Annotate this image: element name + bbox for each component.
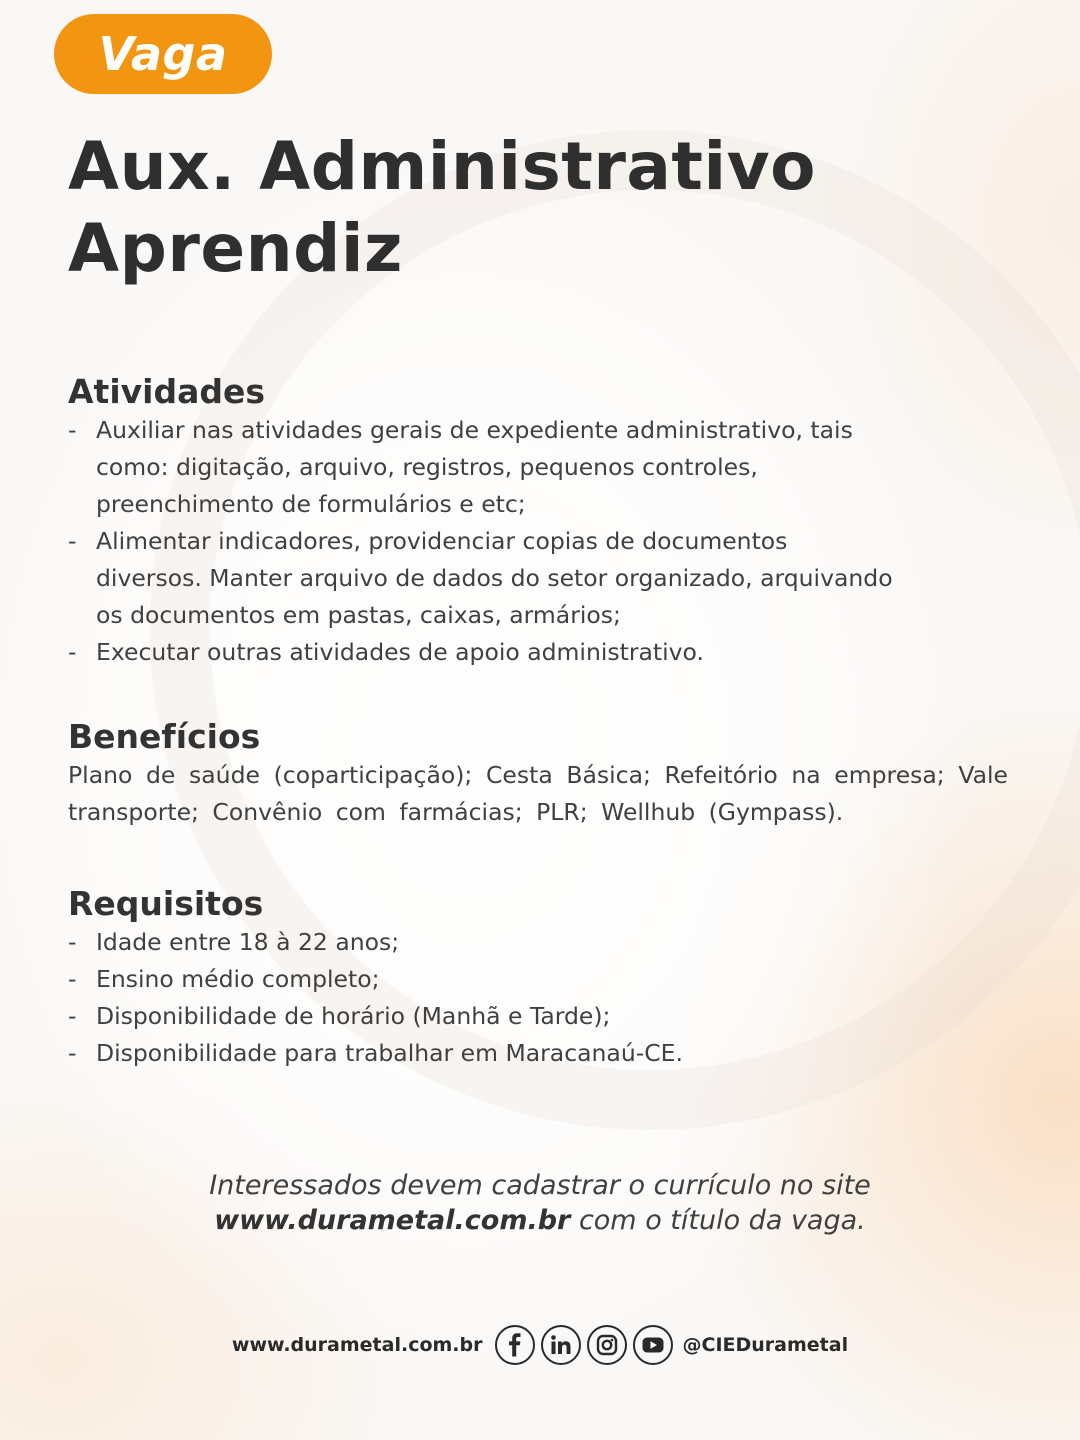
footer — [0, 1322, 1080, 1368]
beneficios-section — [68, 717, 1028, 831]
call-to-action — [90, 1168, 990, 1238]
job-title-line-1: Aux. Administrativo — [68, 128, 816, 205]
atividades-item: - Auxiliar nas atividades gerais de expediente administrativo, tais como: digitação, arquivo, registros, pequenos controles, preenchimento de formulários e etc; — [68, 416, 853, 518]
cta-line-1: Interessados devem cadastrar o currículo no site — [209, 1170, 871, 1201]
atividades-heading: Atividades — [68, 372, 265, 411]
youtube-icon[interactable] — [633, 1325, 673, 1365]
requisitos-heading: Requisitos — [68, 884, 264, 923]
facebook-icon[interactable] — [495, 1325, 535, 1365]
beneficios-text: Plano de saúde (coparticipação); Cesta Básica; Refeitório na empresa; Vale transporte; Convênio com farmácias; PLR; Wellhub (Gympass). — [68, 761, 1008, 826]
instagram-icon[interactable] — [587, 1325, 627, 1365]
requisitos-item: - Idade entre 18 à 22 anos; — [68, 928, 400, 956]
job-title — [68, 126, 1028, 290]
cta-line-2: www.durametal.com.br com o título da vaga. — [214, 1205, 866, 1236]
atividades-section — [68, 372, 1028, 671]
requisitos-section — [68, 884, 1028, 1072]
requisitos-item: - Disponibilidade de horário (Manhã e Tarde); — [68, 1002, 611, 1030]
cta-site-link[interactable]: www.durametal.com.br — [214, 1205, 571, 1236]
vaga-badge — [54, 14, 272, 94]
vaga-badge-label: Vaga — [98, 27, 228, 81]
beneficios-heading: Benefícios — [68, 717, 261, 756]
footer-site-link[interactable]: www.durametal.com.br — [231, 1334, 483, 1356]
atividades-item: - Alimentar indicadores, providenciar copias de documentos diversos. Manter arquivo de dados do setor organizado, arquivando os documentos em pastas, caixas, armários; — [68, 527, 893, 629]
atividades-list — [68, 412, 1028, 671]
job-title-line-2: Aprendiz — [68, 210, 403, 287]
atividades-item: - Executar outras atividades de apoio administrativo. — [68, 638, 704, 666]
requisitos-item: - Ensino médio completo; — [68, 965, 380, 993]
linkedin-icon[interactable] — [541, 1325, 581, 1365]
requisitos-list — [68, 924, 1028, 1072]
footer-social-handle[interactable]: @CIEDurametal — [682, 1334, 849, 1356]
requisitos-item: - Disponibilidade para trabalhar em Maracanaú-CE. — [68, 1039, 683, 1067]
